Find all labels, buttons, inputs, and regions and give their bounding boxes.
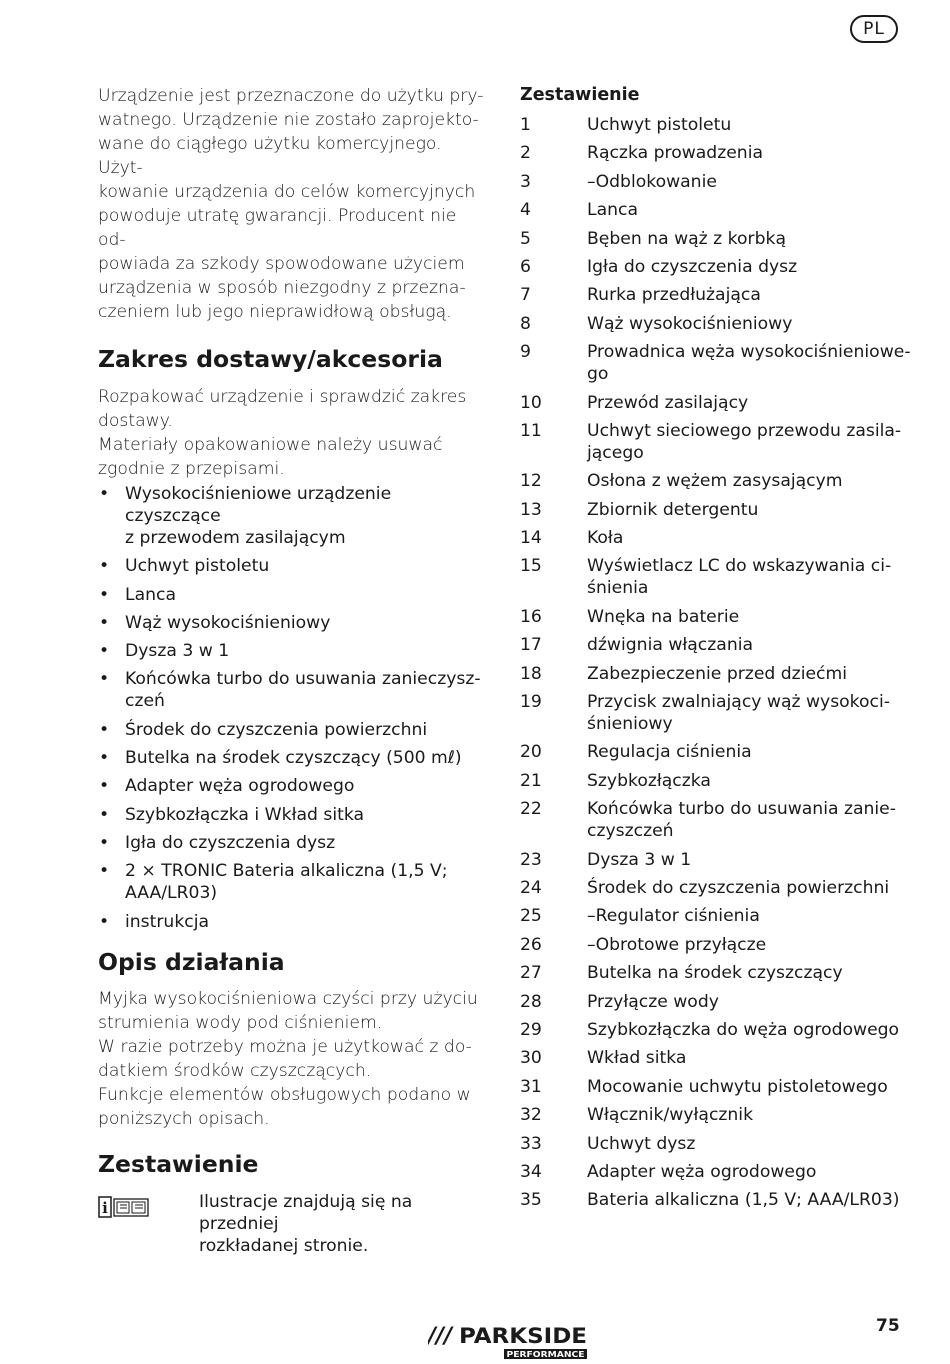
part-number: 29 bbox=[520, 1019, 542, 1040]
left-column bbox=[98, 84, 488, 1256]
part-item bbox=[520, 114, 915, 136]
part-label: Środek do czyszczenia powierzchni bbox=[587, 877, 890, 898]
part-label: śnieniowy bbox=[587, 714, 673, 735]
part-number: 32 bbox=[520, 1105, 542, 1126]
bullet-glyph: • bbox=[99, 612, 110, 633]
part-label: Lanca bbox=[587, 200, 638, 221]
part-number: 17 bbox=[520, 635, 542, 656]
part-label: dźwignia włączania bbox=[587, 635, 754, 656]
part-label: –Regulator ciśnienia bbox=[587, 906, 760, 927]
part-number: 1 bbox=[520, 115, 531, 135]
part-number: 9 bbox=[520, 342, 531, 363]
part-item bbox=[520, 849, 915, 871]
part-number: 26 bbox=[520, 934, 542, 955]
scope-item-text: Dysza 3 w 1 bbox=[125, 641, 230, 662]
part-label: Szybkozłączka bbox=[587, 770, 711, 791]
bullet-glyph: • bbox=[99, 861, 110, 882]
text-line: dostawy. bbox=[98, 411, 173, 431]
scope-item bbox=[98, 747, 488, 769]
scope-item bbox=[98, 860, 488, 904]
text-line: powoduje utratę gwarancji. Producent nie od- bbox=[98, 206, 457, 250]
part-label: Rączka prowadzenia bbox=[587, 143, 764, 164]
part-item bbox=[520, 1104, 915, 1126]
part-label: Uchwyt dysz bbox=[587, 1133, 696, 1154]
scope-item-text: Wysokociśnieniowe urządzenie czyszczące bbox=[125, 484, 392, 526]
part-number: 31 bbox=[520, 1076, 542, 1097]
part-number: 10 bbox=[520, 392, 542, 413]
part-item bbox=[520, 171, 915, 193]
part-label: Zabezpieczenie przed dziećmi bbox=[587, 663, 848, 684]
part-number: 2 bbox=[520, 143, 531, 164]
part-number: 27 bbox=[520, 963, 542, 984]
scope-heading: Zakres dostawy/akcesoria bbox=[98, 345, 443, 373]
bullet-glyph: • bbox=[99, 719, 110, 740]
part-item bbox=[520, 905, 915, 927]
scope-paragraph bbox=[98, 385, 488, 481]
part-label: Butelka na środek czyszczący bbox=[587, 963, 843, 984]
part-item bbox=[520, 256, 915, 278]
part-number: 11 bbox=[520, 420, 542, 441]
part-item bbox=[520, 1047, 915, 1069]
text-line: datkiem środków czyszczących. bbox=[98, 1060, 372, 1081]
part-label: Przyłącze wody bbox=[587, 991, 719, 1012]
logo-subline: PERFORMANCE bbox=[506, 1350, 585, 1359]
part-number: 28 bbox=[520, 991, 542, 1012]
text-line: Rozpakować urządzenie i sprawdzić zakres bbox=[98, 387, 467, 407]
bullet-glyph: • bbox=[99, 804, 110, 825]
scope-item bbox=[98, 640, 488, 662]
bullet-glyph: • bbox=[99, 832, 110, 853]
part-label: Wkład sitka bbox=[587, 1048, 687, 1069]
scope-item-text: Butelka na środek czyszczący (500 mℓ) bbox=[125, 748, 462, 769]
part-item bbox=[520, 1189, 915, 1211]
part-item bbox=[520, 877, 915, 899]
part-item bbox=[520, 392, 915, 414]
part-number: 4 bbox=[520, 200, 531, 221]
text-line: watnego. Urządzenie nie zostało zaprojekto- bbox=[98, 110, 479, 130]
function-paragraph bbox=[98, 987, 488, 1131]
logo-slashes: /// bbox=[428, 1324, 453, 1349]
info-letter: i bbox=[102, 1198, 108, 1217]
part-label: Regulacja ciśnienia bbox=[587, 742, 752, 763]
part-label: Osłona z wężem zasysającym bbox=[587, 471, 843, 492]
part-label: Szybkozłączka do węża ogrodowego bbox=[587, 1019, 900, 1040]
scope-item-text: 2 × TRONIC Bateria alkaliczna (1,5 V; bbox=[125, 861, 448, 882]
part-item bbox=[520, 499, 915, 521]
text-line: urządzenia w sposób niezgodny z przezna- bbox=[98, 278, 466, 298]
part-label: Bęben na wąż z korbką bbox=[587, 228, 786, 249]
scope-item bbox=[98, 911, 488, 933]
part-number: 21 bbox=[520, 770, 542, 791]
part-number: 6 bbox=[520, 256, 531, 277]
part-number: 33 bbox=[520, 1133, 542, 1154]
part-label: Mocowanie uchwytu pistoletowego bbox=[587, 1076, 888, 1097]
part-number: 22 bbox=[520, 799, 542, 820]
part-label: Przycisk zwalniający wąż wysokoci- bbox=[587, 692, 890, 713]
part-item bbox=[520, 555, 915, 599]
part-number: 35 bbox=[520, 1190, 542, 1211]
part-label: Koła bbox=[587, 528, 624, 549]
part-item bbox=[520, 962, 915, 984]
part-number: 8 bbox=[520, 313, 531, 334]
page-number: 75 bbox=[876, 1316, 900, 1336]
illustration-note-text bbox=[199, 1191, 489, 1257]
scope-item-text: Szybkozłączka i Wkład sitka bbox=[125, 804, 365, 825]
text-line: W razie potrzeby można je użytkować z do- bbox=[98, 1036, 472, 1057]
part-label: Wąż wysokociśnieniowy bbox=[587, 313, 793, 334]
part-item bbox=[520, 420, 915, 464]
part-number: 23 bbox=[520, 849, 542, 870]
language-badge: PL bbox=[850, 15, 898, 43]
part-label: Uchwyt sieciowego przewodu zasila- bbox=[587, 420, 902, 441]
parts-heading: Zestawienie bbox=[520, 85, 640, 105]
part-label: Wyświetlacz LC do wskazywania ci- bbox=[587, 556, 892, 577]
part-number: 15 bbox=[520, 556, 542, 577]
part-item bbox=[520, 634, 915, 656]
text-line: Myjka wysokociśnieniowa czyści przy użyciu bbox=[98, 988, 478, 1009]
part-number: 24 bbox=[520, 877, 542, 898]
part-label: Rurka przedłużająca bbox=[587, 285, 761, 306]
part-number: 13 bbox=[520, 499, 542, 520]
part-number: 34 bbox=[520, 1161, 542, 1182]
bullet-glyph: • bbox=[99, 641, 110, 662]
part-label: Igła do czyszczenia dysz bbox=[587, 256, 798, 277]
part-item bbox=[520, 1161, 915, 1183]
scope-item bbox=[98, 668, 488, 712]
text-line: Urządzenie jest przeznaczone do użytku pry- bbox=[98, 86, 484, 106]
part-label: go bbox=[587, 364, 609, 385]
logo-wordmark: PARKSIDE bbox=[459, 1324, 587, 1348]
scope-item-text: z przewodem zasilającym bbox=[125, 528, 346, 548]
part-label: śnienia bbox=[587, 578, 649, 599]
right-column bbox=[520, 84, 915, 1218]
part-number: 30 bbox=[520, 1048, 542, 1069]
text-line: zgodnie z przepisami. bbox=[98, 459, 285, 479]
part-item bbox=[520, 284, 915, 306]
part-item bbox=[520, 606, 915, 628]
bullet-glyph: • bbox=[99, 669, 110, 690]
scope-items-list bbox=[98, 483, 488, 933]
text-line: kowanie urządzenia do celów komercyjnych bbox=[98, 182, 476, 202]
text-line: czeniem lub jego nieprawidłową obsługą. bbox=[98, 302, 452, 322]
part-item bbox=[520, 663, 915, 685]
scope-item-text: Środek do czyszczenia powierzchni bbox=[125, 719, 428, 740]
part-label: Końcówka turbo do usuwania zanie- bbox=[587, 799, 896, 820]
text-line: Ilustracje znajdują się na przedniej bbox=[199, 1191, 413, 1234]
part-item bbox=[520, 991, 915, 1013]
scope-item-text: AAA/LR03) bbox=[125, 883, 218, 904]
scope-item-text: instrukcja bbox=[125, 911, 210, 932]
intended-use-paragraph bbox=[98, 84, 488, 324]
bullet-glyph: • bbox=[99, 748, 110, 769]
part-item bbox=[520, 527, 915, 549]
illustration-note bbox=[98, 1191, 488, 1256]
part-item bbox=[520, 1076, 915, 1098]
part-item bbox=[520, 770, 915, 792]
part-item bbox=[520, 934, 915, 956]
part-item bbox=[520, 142, 915, 164]
part-label: Bateria alkaliczna (1,5 V; AAA/LR03) bbox=[587, 1190, 900, 1211]
part-label: Uchwyt pistoletu bbox=[587, 115, 732, 135]
text-line: Materiały opakowaniowe należy usuwać bbox=[98, 435, 443, 455]
scope-item-text: Lanca bbox=[125, 584, 176, 605]
text-line: strumienia wody pod ciśnieniem. bbox=[98, 1012, 383, 1033]
part-number: 19 bbox=[520, 692, 542, 713]
part-number: 3 bbox=[520, 171, 531, 192]
scope-item bbox=[98, 612, 488, 634]
scope-item-text: Adapter węża ogrodowego bbox=[125, 776, 355, 797]
text-line: powiada za szkody spowodowane użyciem bbox=[98, 254, 465, 274]
scope-item-text: Końcówka turbo do usuwania zanieczysz- bbox=[125, 669, 481, 690]
part-label: Włącznik/wyłącznik bbox=[587, 1105, 754, 1126]
scope-item-text: Wąż wysokociśnieniowy bbox=[125, 612, 331, 633]
part-label: –Obrotowe przyłącze bbox=[587, 934, 767, 955]
bullet-glyph: • bbox=[99, 776, 110, 797]
scope-item bbox=[98, 584, 488, 606]
part-item bbox=[520, 1133, 915, 1155]
part-item bbox=[520, 798, 915, 842]
parkside-logo bbox=[428, 1322, 588, 1360]
info-book-icon bbox=[98, 1196, 150, 1218]
scope-item-text: Uchwyt pistoletu bbox=[125, 556, 270, 577]
part-number: 16 bbox=[520, 606, 542, 627]
part-number: 20 bbox=[520, 742, 542, 763]
part-label: Dysza 3 w 1 bbox=[587, 849, 692, 870]
part-item bbox=[520, 470, 915, 492]
part-item bbox=[520, 341, 915, 385]
bullet-glyph: • bbox=[99, 484, 110, 504]
bullet-glyph: • bbox=[99, 911, 110, 932]
text-line: poniższych opisach. bbox=[98, 1108, 270, 1129]
part-item bbox=[520, 691, 915, 735]
part-item bbox=[520, 228, 915, 250]
scope-item bbox=[98, 775, 488, 797]
part-number: 25 bbox=[520, 906, 542, 927]
part-label: jącego bbox=[587, 442, 644, 463]
part-label: czyszczeń bbox=[587, 821, 674, 842]
part-number: 5 bbox=[520, 228, 531, 249]
part-number: 12 bbox=[520, 471, 542, 492]
part-label: Zbiornik detergentu bbox=[587, 499, 759, 520]
text-line: wane do ciągłego użytku komercyjnego. Użyt- bbox=[98, 134, 442, 178]
parts-list bbox=[520, 114, 915, 1211]
scope-item bbox=[98, 719, 488, 741]
part-item bbox=[520, 199, 915, 221]
scope-item-text: czeń bbox=[125, 691, 165, 712]
part-label: Adapter węża ogrodowego bbox=[587, 1161, 817, 1182]
bullet-glyph: • bbox=[99, 556, 110, 577]
scope-item bbox=[98, 555, 488, 577]
scope-item bbox=[98, 832, 488, 854]
scope-item-text: Igła do czyszczenia dysz bbox=[125, 832, 336, 853]
scope-item bbox=[98, 804, 488, 826]
part-label: –Odblokowanie bbox=[587, 171, 717, 192]
function-heading: Opis działania bbox=[98, 947, 285, 976]
overview-heading: Zestawienie bbox=[98, 1149, 259, 1178]
part-item bbox=[520, 1019, 915, 1041]
text-line: Funkcje elementów obsługowych podano w bbox=[98, 1084, 471, 1105]
part-number: 7 bbox=[520, 285, 531, 306]
part-label: Przewód zasilający bbox=[587, 392, 749, 413]
part-label: Prowadnica węża wysokociśnieniowe- bbox=[587, 342, 911, 363]
part-item bbox=[520, 313, 915, 335]
bullet-glyph: • bbox=[99, 584, 110, 605]
part-label: Wnęka na baterie bbox=[587, 606, 740, 627]
part-number: 14 bbox=[520, 528, 542, 549]
part-number: 18 bbox=[520, 663, 542, 684]
scope-item bbox=[98, 483, 488, 549]
text-line: rozkładanej stronie. bbox=[199, 1235, 369, 1256]
part-item bbox=[520, 741, 915, 763]
